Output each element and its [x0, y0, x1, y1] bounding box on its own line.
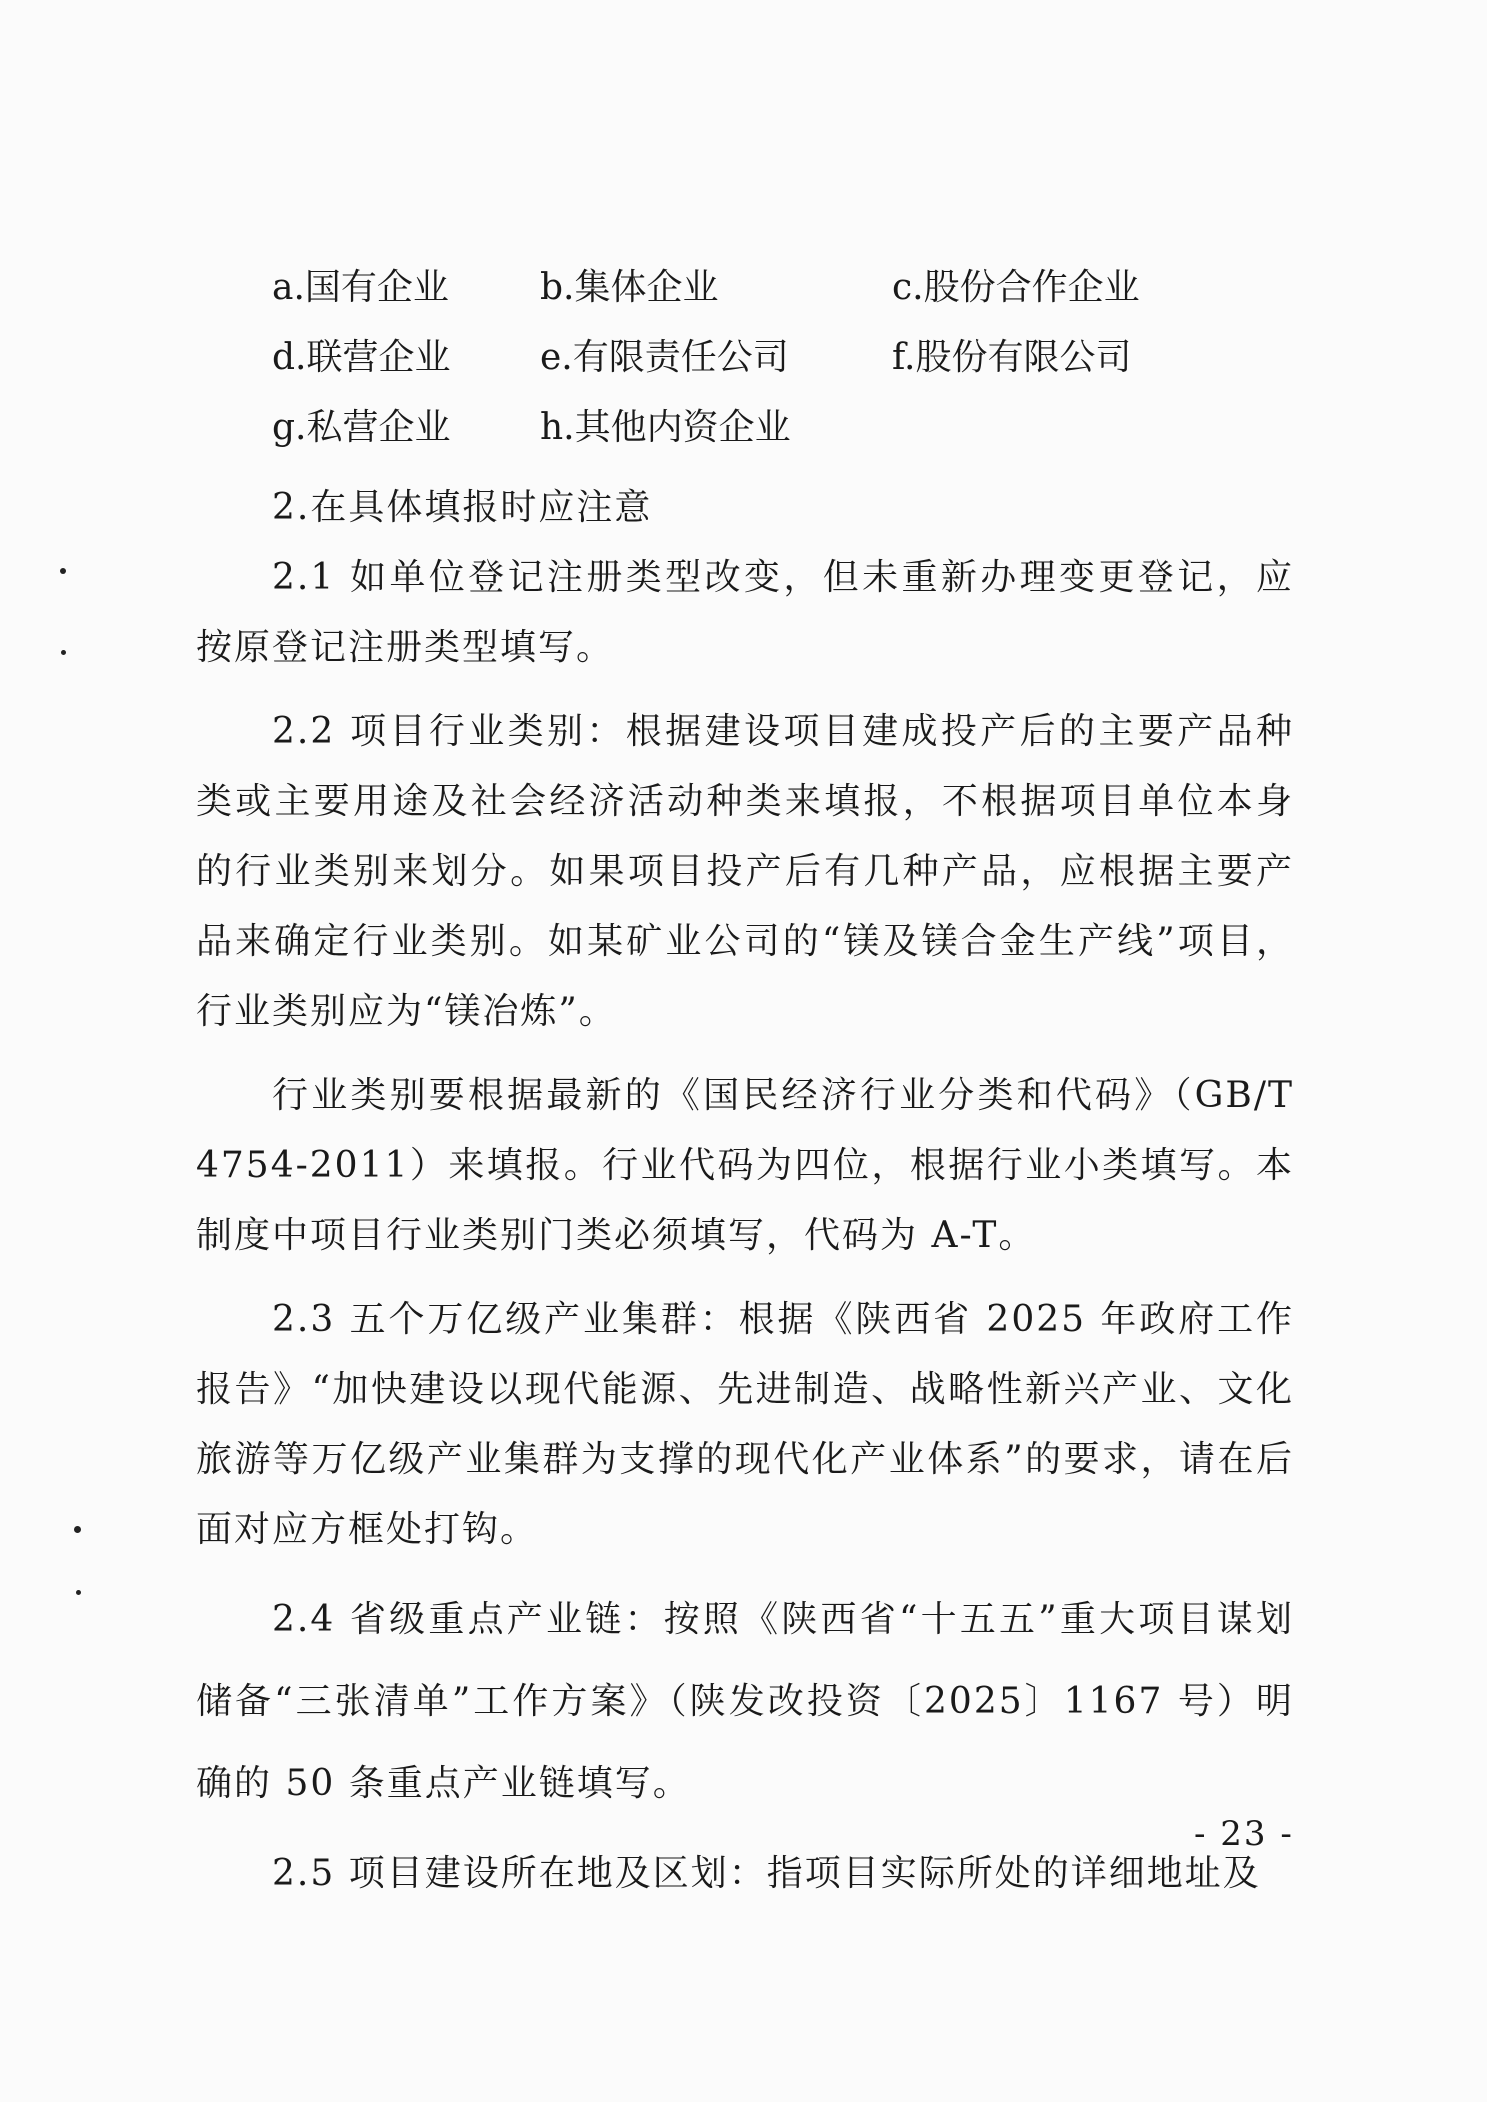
option-item: f.股份有限公司 — [892, 337, 1132, 378]
option-row — [272, 262, 1292, 332]
option-item: a.国有企业 — [272, 267, 449, 308]
option-item: h.其他内资企业 — [540, 407, 791, 448]
paragraph-2-3: 2.3 五个万亿级产业集群：根据《陕西省 2025 年政府工作报告》“加快建设以现代能源、先进制造、战略性新兴产业、文化旅游等万亿级产业集群为支撑的现代化产业体系”的要求，请在后面对应方框处打钩。 — [196, 1299, 1294, 1550]
paragraph-2-1: 2.1 如单位登记注册类型改变，但未重新办理变更登记，应按原登记注册类型填写。 — [196, 557, 1294, 668]
page-number: - 23 - — [1194, 1814, 1294, 1854]
option-row — [272, 332, 1292, 402]
option-item: c.股份合作企业 — [892, 267, 1140, 308]
paragraph-2-2: 2.2 项目行业类别：根据建设项目建成投产后的主要产品种类或主要用途及社会经济活动种类来填报，不根据项目单位本身的行业类别来划分。如果项目投产后有几种产品，应根据主要产品来确定行业类别。如某矿业公司的“镁及镁合金生产线”项目，行业类别应为“镁冶炼”。 — [196, 711, 1294, 1032]
option-item: e.有限责任公司 — [540, 337, 789, 378]
paragraph-2-5: 2.5 项目建设所在地及区划：指项目实际所处的详细地址及 — [272, 1853, 1261, 1894]
option-item: d.联营企业 — [272, 337, 451, 378]
paragraph-industry-code: 行业类别要根据最新的《国民经济行业分类和代码》（GB/T 4754-2011）来填报。行业代码为四位，根据行业小类填写。本制度中项目行业类别门类必须填写，代码为 A-T。 — [196, 1075, 1294, 1256]
section-heading: 2.在具体填报时应注意 — [272, 487, 653, 528]
scan-mark — [61, 650, 66, 655]
paragraph-2-4: 2.4 省级重点产业链：按照《陕西省“十五五”重大项目谋划储备“三张清单”工作方案》（陕发改投资〔2025〕1167 号）明确的 50 条重点产业链填写。 — [196, 1599, 1294, 1804]
registration-type-options — [272, 262, 1292, 472]
body-text — [196, 473, 1294, 1909]
scan-mark — [60, 568, 66, 574]
option-item: b.集体企业 — [540, 267, 719, 308]
scan-mark — [74, 1526, 81, 1533]
option-item: g.私营企业 — [272, 407, 451, 448]
option-row — [272, 402, 1292, 472]
scan-mark — [76, 1590, 81, 1595]
